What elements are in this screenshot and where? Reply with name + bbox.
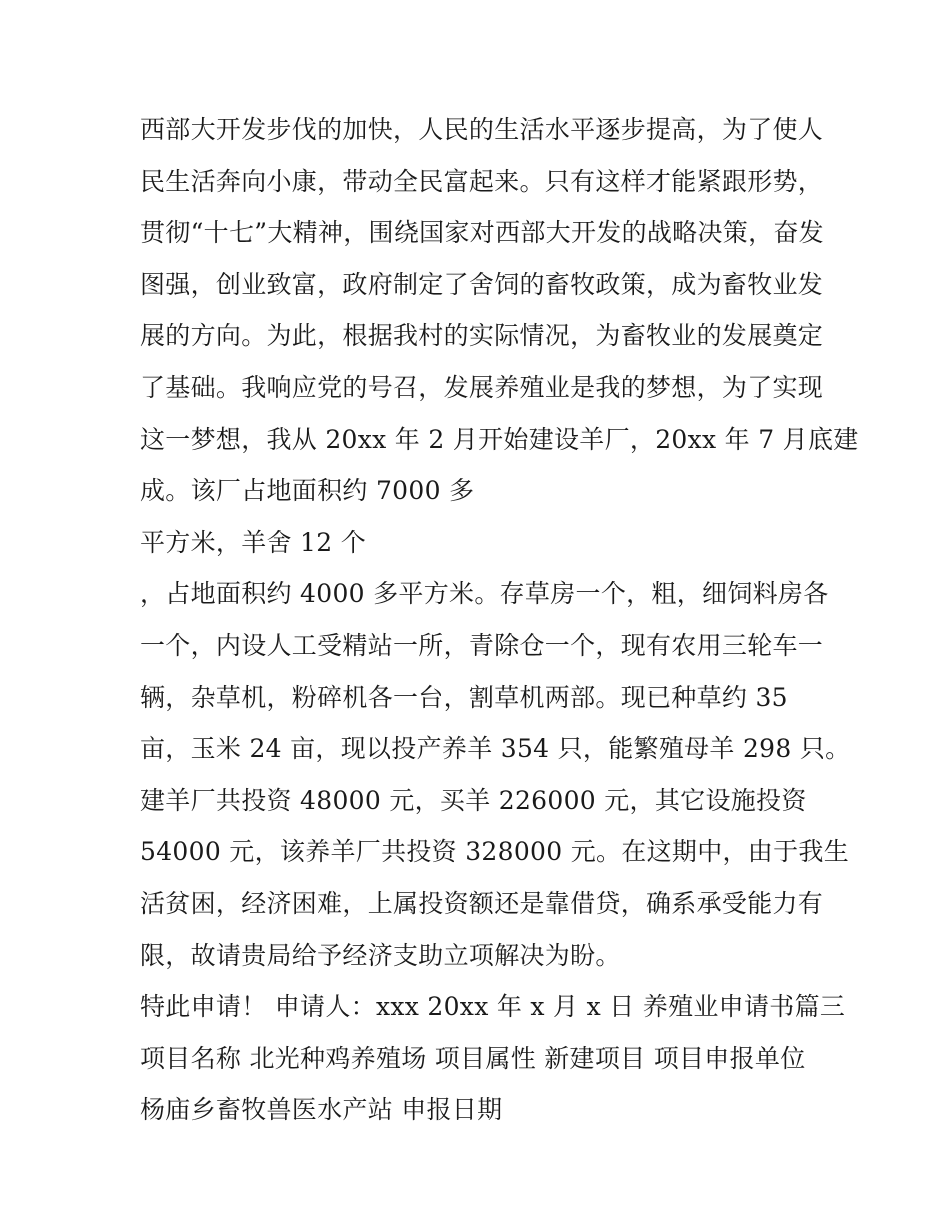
document-body	[140, 104, 859, 1136]
text-line: 平方米，羊舍 12 个	[140, 527, 367, 557]
text-line: 一个，内设人工受精站一所，青除仓一个，现有农用三轮车一	[140, 630, 824, 660]
text-line: 西部大开发步伐的加快，人民的生活水平逐步提高，为了使人	[140, 115, 824, 144]
text-line: 特此申请！ 申请人：xxx 20xx 年 x 月 x 日 养殖业申请书篇三	[140, 992, 846, 1022]
text-line: 建羊厂共投资 48000 元，买羊 226000 元，其它设施投资	[140, 785, 807, 815]
text-line: 了基础。我响应党的号召，发展养殖业是我的梦想，为了实现	[140, 372, 824, 402]
text-line: 限，故请贵局给予经济支助立项解决为盼。	[140, 940, 621, 970]
text-line: 展的方向。为此，根据我村的实际情况，为畜牧业的发展奠定	[140, 321, 824, 351]
text-line: 民生活奔向小康，带动全民富起来。只有这样才能紧跟形势，	[140, 166, 824, 196]
text-line: 活贫困，经济困难，上属投资额还是靠借贷，确系承受能力有	[140, 888, 824, 918]
text-line: 项目名称 北光种鸡养殖场 项目属性 新建项目 项目申报单位	[140, 1043, 806, 1073]
text-line: 54000 元，该养羊厂共投资 328000 元。在这期中，由于我生	[140, 837, 850, 867]
text-line: 成。该厂占地面积约 7000 多	[140, 476, 475, 506]
text-line: 这一梦想，我从 20xx 年 2 月开始建设羊厂，20xx 年 7 月底建	[140, 424, 859, 454]
text-line: 辆，杂草机，粉碎机各一台，割草机两部。现已种草约 35	[140, 682, 788, 712]
text-line: ，占地面积约 4000 多平方米。存草房一个，粗，细饲料房各	[140, 579, 829, 609]
text-line: 亩，玉米 24 亩，现以投产养羊 354 只，能繁殖母羊 298 只。	[140, 734, 851, 764]
text-line: 贯彻“十七”大精神，围绕国家对西部大开发的战略决策，奋发	[140, 218, 824, 248]
text-line: 杨庙乡畜牧兽医水产站 申报日期	[140, 1095, 503, 1125]
text-line: 图强，创业致富，政府制定了舍饲的畜牧政策，成为畜牧业发	[140, 269, 824, 299]
